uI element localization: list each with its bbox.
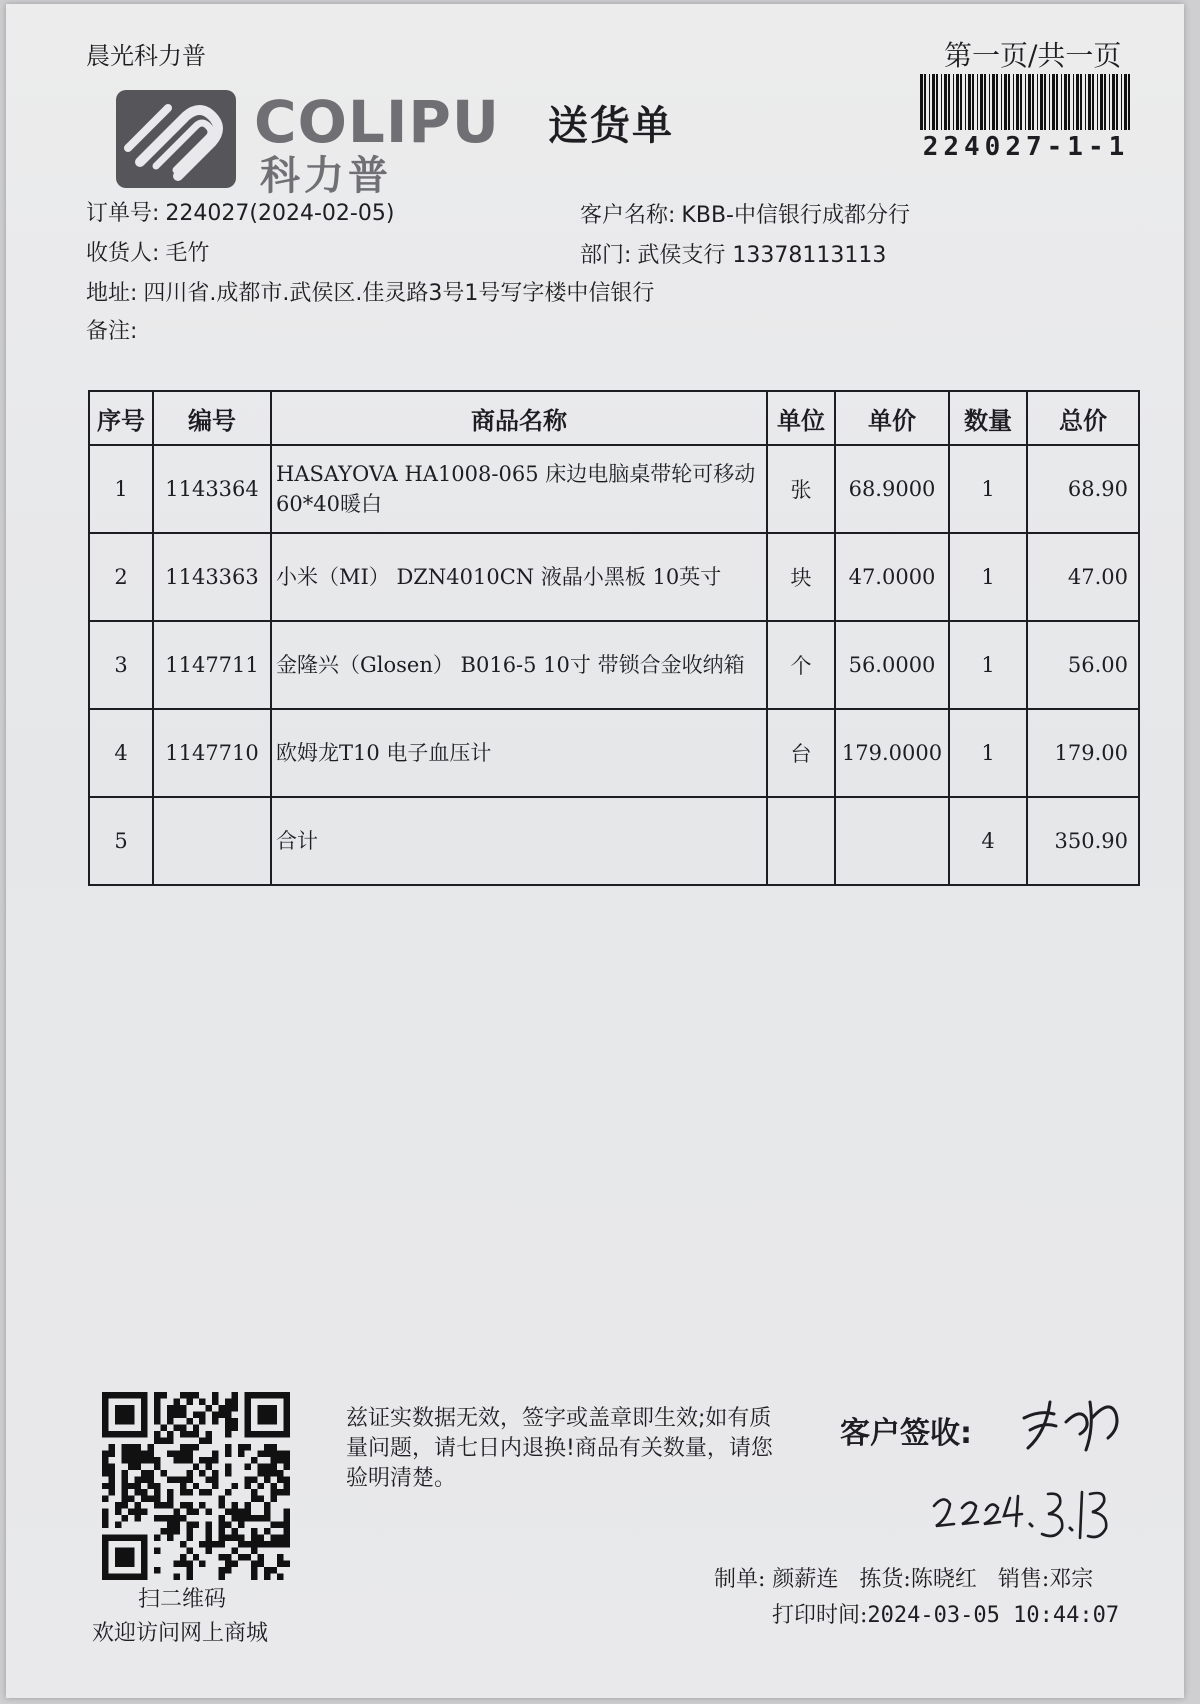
cell-seq: 1 <box>89 445 153 533</box>
cell-code <box>153 797 271 885</box>
qr-code-icon <box>102 1392 290 1580</box>
cell-unit-price: 47.0000 <box>835 533 949 621</box>
page-indicator: 第一页/共一页 <box>944 39 1122 72</box>
cell-grand-total: 350.90 <box>1027 797 1139 885</box>
cell-seq: 4 <box>89 709 153 797</box>
header-quantity: 数量 <box>949 391 1027 445</box>
items-table <box>88 390 1140 886</box>
cell-quantity: 1 <box>949 533 1027 621</box>
barcode <box>920 74 1132 130</box>
company-name: 晨光科力普 <box>86 42 206 70</box>
cell-seq: 2 <box>89 533 153 621</box>
delivery-note-paper <box>6 4 1184 1698</box>
remark: 备注: <box>86 319 138 344</box>
cell-code: 1147710 <box>153 709 271 797</box>
logo-subtitle: 科力普 <box>260 153 392 199</box>
cell-code: 1147711 <box>153 621 271 709</box>
cell-product-name: HASAYOVA HA1008-065 床边电脑桌带轮可移动60*40暖白 <box>271 445 767 533</box>
colipu-logo-icon <box>116 90 236 188</box>
picker-label: 拣货: <box>859 1567 911 1592</box>
staff-line <box>714 1562 1093 1593</box>
cell-quantity-sum: 4 <box>949 797 1027 885</box>
table-row <box>89 709 1139 797</box>
cell-product-name: 欧姆龙T10 电子血压计 <box>271 709 767 797</box>
header-code: 编号 <box>153 391 271 445</box>
cell-seq: 3 <box>89 621 153 709</box>
receiver: 收货人: 毛竹 <box>86 241 210 266</box>
cell-unit-price <box>835 797 949 885</box>
cell-unit <box>767 797 835 885</box>
maker-label: 制单: <box>714 1567 766 1592</box>
cell-total: 56.00 <box>1027 621 1139 709</box>
cell-code: 1143364 <box>153 445 271 533</box>
customer-sign-label: 客户签收: <box>840 1416 972 1451</box>
cell-unit: 张 <box>767 445 835 533</box>
handwritten-signature <box>1020 1388 1130 1456</box>
address: 地址: 四川省.成都市.武侯区.佳灵路3号1号写字楼中信银行 <box>86 281 655 306</box>
header-total: 总价 <box>1027 391 1139 445</box>
picker-name: 陈晓红 <box>910 1567 977 1592</box>
header-unit: 单位 <box>767 391 835 445</box>
notice-text: 兹证实数据无效，签字或盖章即生效;如有质量问题，请七日内退换!商品有关数量，请您验明清楚。 <box>346 1406 773 1491</box>
cell-unit: 台 <box>767 709 835 797</box>
cell-unit-price: 179.0000 <box>835 709 949 797</box>
customer-name: 客户名称: KBB-中信银行成都分行 <box>580 203 910 228</box>
cell-unit: 个 <box>767 621 835 709</box>
cell-total: 47.00 <box>1027 533 1139 621</box>
cell-product-name: 小米（MI） DZN4010CN 液晶小黑板 10英寸 <box>271 533 767 621</box>
sales-label: 销售: <box>997 1567 1050 1592</box>
table-row <box>89 445 1139 533</box>
table-header-row <box>89 391 1139 445</box>
qr-caption-visit: 欢迎访问网上商城 <box>92 1621 269 1646</box>
table-row <box>89 621 1139 709</box>
maker-name: 颜薪连 <box>772 1567 839 1592</box>
barcode-number: 224027-1-1 <box>922 132 1130 162</box>
cell-seq: 5 <box>89 797 153 885</box>
cell-unit-price: 68.9000 <box>835 445 949 533</box>
cell-product-name: 金隆兴（Glosen） B016-5 10寸 带锁合金收纳箱 <box>271 621 767 709</box>
table-total-row <box>89 797 1139 885</box>
cell-total-label: 合计 <box>271 797 767 885</box>
cell-quantity: 1 <box>949 445 1027 533</box>
logo-wordmark: COLIPU <box>254 88 501 156</box>
sales-name: 邓宗 <box>1049 1567 1094 1592</box>
table-row <box>89 533 1139 621</box>
cell-unit-price: 56.0000 <box>835 621 949 709</box>
cell-total: 179.00 <box>1027 709 1139 797</box>
cell-quantity: 1 <box>949 709 1027 797</box>
document-title: 送货单 <box>548 102 674 149</box>
qr-caption-scan: 扫二维码 <box>138 1587 227 1612</box>
cell-code: 1143363 <box>153 533 271 621</box>
header-unit-price: 单价 <box>835 391 949 445</box>
department: 部门: 武侯支行 13378113113 <box>580 243 887 268</box>
header-seq: 序号 <box>89 391 153 445</box>
cell-unit: 块 <box>767 533 835 621</box>
order-number: 订单号: 224027(2024-02-05) <box>86 201 395 226</box>
print-time: 打印时间:2024-03-05 10:44:07 <box>772 1603 1120 1628</box>
handwritten-date <box>930 1484 1120 1548</box>
header-product-name: 商品名称 <box>271 391 767 445</box>
cell-quantity: 1 <box>949 621 1027 709</box>
cell-total: 68.90 <box>1027 445 1139 533</box>
